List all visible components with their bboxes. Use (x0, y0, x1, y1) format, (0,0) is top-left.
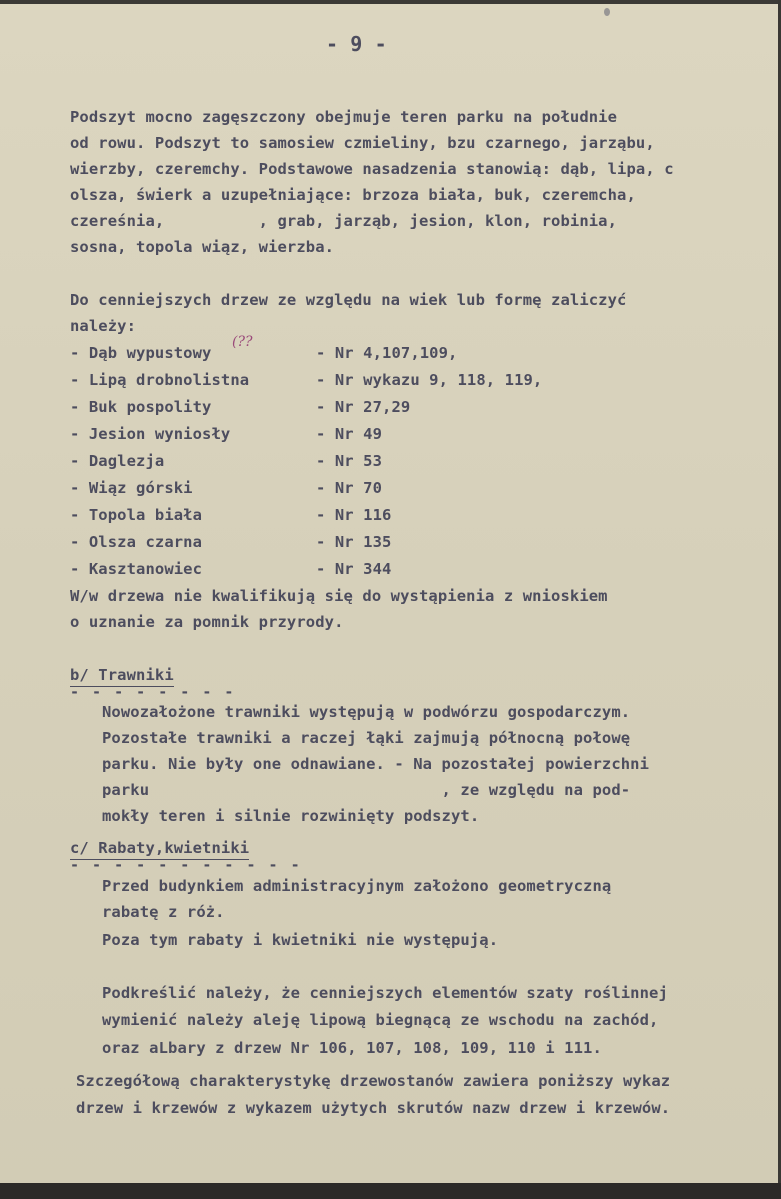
page-top-edge (0, 0, 781, 4)
paragraph4-line: oraz aLbary z drzew Nr 106, 107, 108, 109, 110 i 111. (102, 1039, 602, 1057)
paragraph1-line: sosna, topola wiąz, wierzba. (70, 238, 335, 256)
heading-dash-underline: - - - - - - - - (70, 683, 236, 701)
tree-list-name: - Lipą drobnolistna (70, 371, 250, 389)
tree-list-ref: - Nr 135 (316, 533, 392, 551)
paragraph3-line: W/w drzewa nie kwalifikują się do wystąpienia z wnioskiem (70, 587, 608, 605)
tree-list-ref: - Nr 49 (316, 425, 383, 443)
paragraph5-line: Szczegółową charakterystykę drzewostanów zawiera poniższy wykaz (76, 1072, 671, 1090)
section-b-line: Pozostałe trawniki a raczej łąki zajmują północną połowę (102, 729, 631, 747)
section-b-line: mokły teren i silnie rozwinięty podszyt. (102, 807, 480, 825)
tree-list-name: - Olsza czarna (70, 533, 203, 551)
paragraph2-line: Do cenniejszych drzew ze względu na wiek lub formę zaliczyć (70, 291, 627, 309)
tree-list-name: - Kasztanowiec (70, 560, 203, 578)
section-b-line: Nowozałożone trawniki występują w podwórzu gospodarczym. (102, 703, 631, 721)
tree-list-ref: - Nr 27,29 (316, 398, 411, 416)
section-c-line: Przed budynkiem administracyjnym założono geometryczną (102, 877, 612, 895)
handwritten-annotation: (?? (232, 334, 253, 350)
paragraph1-line: olsza, świerk a uzupełniające: brzoza biała, buk, czeremcha, (70, 186, 636, 204)
tree-list-ref: - Nr 344 (316, 560, 392, 578)
paragraph3-line: o uznanie za pomnik przyrody. (70, 613, 344, 631)
tree-list-ref: - Nr wykazu 9, 118, 119, (316, 371, 543, 389)
tree-list-ref: - Nr 116 (316, 506, 392, 524)
tree-list-ref: - Nr 70 (316, 479, 383, 497)
tree-list-ref: - Nr 4,107,109, (316, 344, 458, 362)
page-bottom-edge (0, 1183, 781, 1199)
paragraph2-line: należy: (70, 317, 137, 335)
section-c-line: rabatę z róż. (102, 903, 225, 921)
tree-list-name: - Buk pospolity (70, 398, 212, 416)
page-number: - 9 - (326, 32, 387, 56)
paragraph1-line: czereśnia, , grab, jarząb, jesion, klon, robinia, (70, 212, 618, 230)
section-c-line: Poza tym rabaty i kwietniki nie występują. (102, 931, 499, 949)
section-b-line: parku , ze względu na pod- (102, 781, 631, 799)
tree-list-name: - Daglezja (70, 452, 165, 470)
section-b-line: parku. Nie były one odnawiane. - Na pozostałej powierzchni (102, 755, 650, 773)
paragraph5-line: drzew i krzewów z wykazem użytych skrutów nazw drzew i krzewów. (76, 1099, 671, 1117)
tree-list-name: - Jesion wyniosły (70, 425, 231, 443)
section-b-heading: b/ Trawniki (70, 665, 174, 687)
paragraph4-line: Podkreślić należy, że cenniejszych elementów szaty roślinnej (102, 984, 668, 1002)
paragraph1-line: Podszyt mocno zagęszczony obejmuje teren parku na południe (70, 108, 618, 126)
paragraph1-line: od rowu. Podszyt to samosiew czmieliny, bzu czarnego, jarząbu, (70, 134, 655, 152)
tree-list-name: - Dąb wypustowy (70, 344, 212, 362)
paragraph4-line: wymienić należy aleję lipową biegnącą ze wschodu na zachód, (102, 1011, 659, 1029)
paragraph1-line: wierzby, czeremchy. Podstawowe nasadzenia stanowią: dąb, lipa, c (70, 160, 674, 178)
tree-list-name: - Topola biała (70, 506, 203, 524)
tree-list-ref: - Nr 53 (316, 452, 383, 470)
ink-smudge (604, 8, 610, 16)
section-c-heading: c/ Rabaty,kwietniki (70, 838, 249, 860)
tree-list-name: - Wiąz górski (70, 479, 193, 497)
heading-dash-underline: - - - - - - - - - - - (70, 856, 302, 874)
